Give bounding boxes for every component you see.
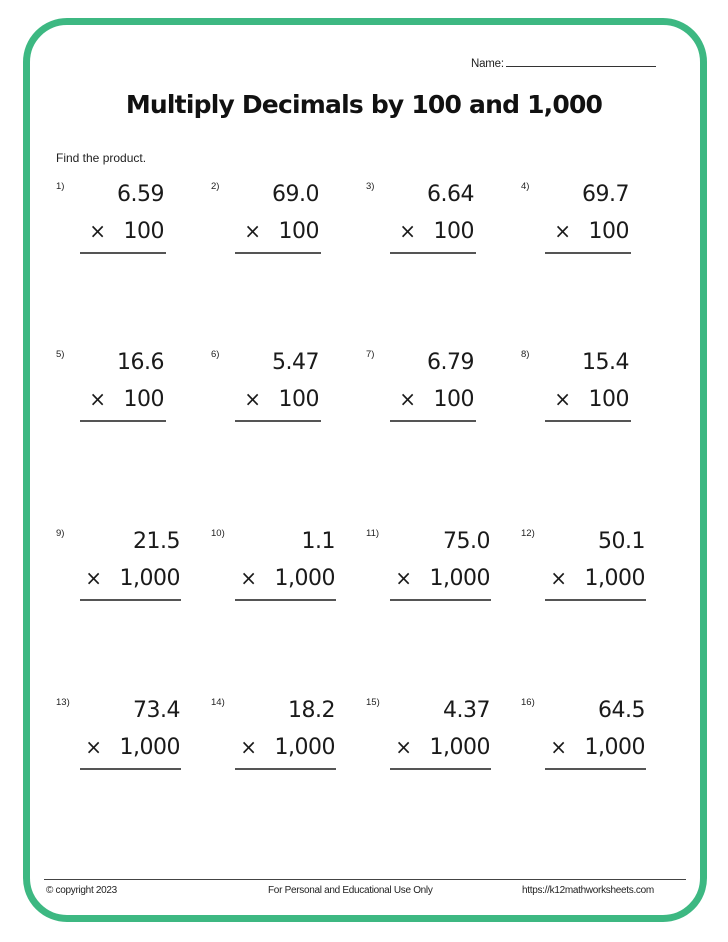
problem-16 <box>521 697 645 787</box>
problem-number: 2) <box>211 181 220 192</box>
multiplicand: 69.0 <box>272 182 319 207</box>
multiplicand: 6.64 <box>427 182 474 207</box>
answer-line[interactable] <box>235 252 321 254</box>
times-icon: × <box>240 566 257 590</box>
problem-number: 1) <box>56 181 65 192</box>
times-icon: × <box>244 387 261 411</box>
answer-line[interactable] <box>80 420 166 422</box>
multiplicand: 6.59 <box>117 182 164 207</box>
times-icon: × <box>244 219 261 243</box>
footer-copyright: © copyright 2023 <box>46 885 117 896</box>
multiplier: 100 <box>278 387 319 412</box>
footer-divider <box>44 879 686 880</box>
problem-number: 12) <box>521 528 535 539</box>
footer-url-link[interactable]: https://k12mathworksheets.com <box>522 885 654 896</box>
times-icon: × <box>550 735 567 759</box>
problem-1 <box>56 181 164 271</box>
answer-line[interactable] <box>235 768 336 770</box>
multiplicand: 4.37 <box>443 698 490 723</box>
multiplier-row <box>395 735 490 760</box>
times-icon: × <box>399 219 416 243</box>
answer-line[interactable] <box>545 768 646 770</box>
answer-line[interactable] <box>545 252 631 254</box>
times-icon: × <box>85 735 102 759</box>
problem-number: 13) <box>56 697 70 708</box>
problem-14 <box>211 697 335 787</box>
name-label: Name: <box>471 58 504 70</box>
multiplicand: 73.4 <box>133 698 180 723</box>
multiplicand: 15.4 <box>582 350 629 375</box>
multiplier: 1,000 <box>274 566 335 591</box>
multiplier-row <box>240 566 335 591</box>
problem-number: 7) <box>366 349 375 360</box>
answer-line[interactable] <box>80 252 166 254</box>
problem-number: 4) <box>521 181 530 192</box>
answer-line[interactable] <box>390 768 491 770</box>
multiplicand: 21.5 <box>133 529 180 554</box>
times-icon: × <box>554 219 571 243</box>
problem-number: 14) <box>211 697 225 708</box>
multiplier: 1,000 <box>429 566 490 591</box>
times-icon: × <box>399 387 416 411</box>
multiplicand: 69.7 <box>582 182 629 207</box>
problem-number: 6) <box>211 349 220 360</box>
multiplier: 100 <box>588 219 629 244</box>
times-icon: × <box>395 566 412 590</box>
problem-number: 9) <box>56 528 65 539</box>
times-icon: × <box>89 219 106 243</box>
times-icon: × <box>554 387 571 411</box>
multiplier: 1,000 <box>584 735 645 760</box>
problem-5 <box>56 349 164 439</box>
multiplier-row <box>395 566 490 591</box>
multiplier-row <box>85 566 180 591</box>
multiplier-row <box>244 219 319 244</box>
multiplier: 100 <box>588 387 629 412</box>
multiplier: 100 <box>278 219 319 244</box>
problem-4 <box>521 181 629 271</box>
answer-line[interactable] <box>390 420 476 422</box>
multiplier-row <box>85 735 180 760</box>
multiplier: 1,000 <box>429 735 490 760</box>
problem-12 <box>521 528 645 618</box>
problem-6 <box>211 349 319 439</box>
multiplier: 100 <box>123 219 164 244</box>
problem-3 <box>366 181 474 271</box>
multiplier-row <box>399 219 474 244</box>
answer-line[interactable] <box>545 599 646 601</box>
times-icon: × <box>240 735 257 759</box>
name-blank-line[interactable] <box>506 57 656 67</box>
problem-number: 5) <box>56 349 65 360</box>
multiplier-row <box>399 387 474 412</box>
answer-line[interactable] <box>235 599 336 601</box>
answer-line[interactable] <box>390 599 491 601</box>
problem-number: 3) <box>366 181 375 192</box>
multiplier: 1,000 <box>274 735 335 760</box>
multiplicand: 5.47 <box>272 350 319 375</box>
problem-10 <box>211 528 335 618</box>
problem-2 <box>211 181 319 271</box>
multiplier-row <box>554 219 629 244</box>
times-icon: × <box>395 735 412 759</box>
multiplicand: 64.5 <box>598 698 645 723</box>
problem-number: 8) <box>521 349 530 360</box>
multiplier-row <box>244 387 319 412</box>
problem-number: 16) <box>521 697 535 708</box>
answer-line[interactable] <box>545 420 631 422</box>
problem-11 <box>366 528 490 618</box>
times-icon: × <box>550 566 567 590</box>
multiplier-row <box>89 387 164 412</box>
page-title: Multiply Decimals by 100 and 1,000 <box>125 90 603 119</box>
multiplier: 1,000 <box>584 566 645 591</box>
multiplicand: 75.0 <box>443 529 490 554</box>
problem-13 <box>56 697 180 787</box>
name-field <box>471 57 656 70</box>
multiplicand: 1.1 <box>301 529 335 554</box>
multiplier: 100 <box>433 219 474 244</box>
problem-9 <box>56 528 180 618</box>
problem-7 <box>366 349 474 439</box>
answer-line[interactable] <box>390 252 476 254</box>
problem-number: 11) <box>366 528 380 539</box>
answer-line[interactable] <box>80 599 181 601</box>
problem-number: 10) <box>211 528 225 539</box>
multiplier-row <box>550 566 645 591</box>
multiplier-row <box>554 387 629 412</box>
multiplier: 100 <box>433 387 474 412</box>
problem-15 <box>366 697 490 787</box>
problem-8 <box>521 349 629 439</box>
multiplier-row <box>240 735 335 760</box>
multiplier-row <box>550 735 645 760</box>
multiplicand: 18.2 <box>288 698 335 723</box>
answer-line[interactable] <box>80 768 181 770</box>
problem-number: 15) <box>366 697 380 708</box>
multiplier: 100 <box>123 387 164 412</box>
instructions: Find the product. <box>56 151 147 165</box>
multiplier: 1,000 <box>119 566 180 591</box>
multiplicand: 16.6 <box>117 350 164 375</box>
footer-notice: For Personal and Educational Use Only <box>268 885 433 896</box>
times-icon: × <box>85 566 102 590</box>
multiplicand: 50.1 <box>598 529 645 554</box>
multiplier-row <box>89 219 164 244</box>
times-icon: × <box>89 387 106 411</box>
multiplicand: 6.79 <box>427 350 474 375</box>
multiplier: 1,000 <box>119 735 180 760</box>
answer-line[interactable] <box>235 420 321 422</box>
